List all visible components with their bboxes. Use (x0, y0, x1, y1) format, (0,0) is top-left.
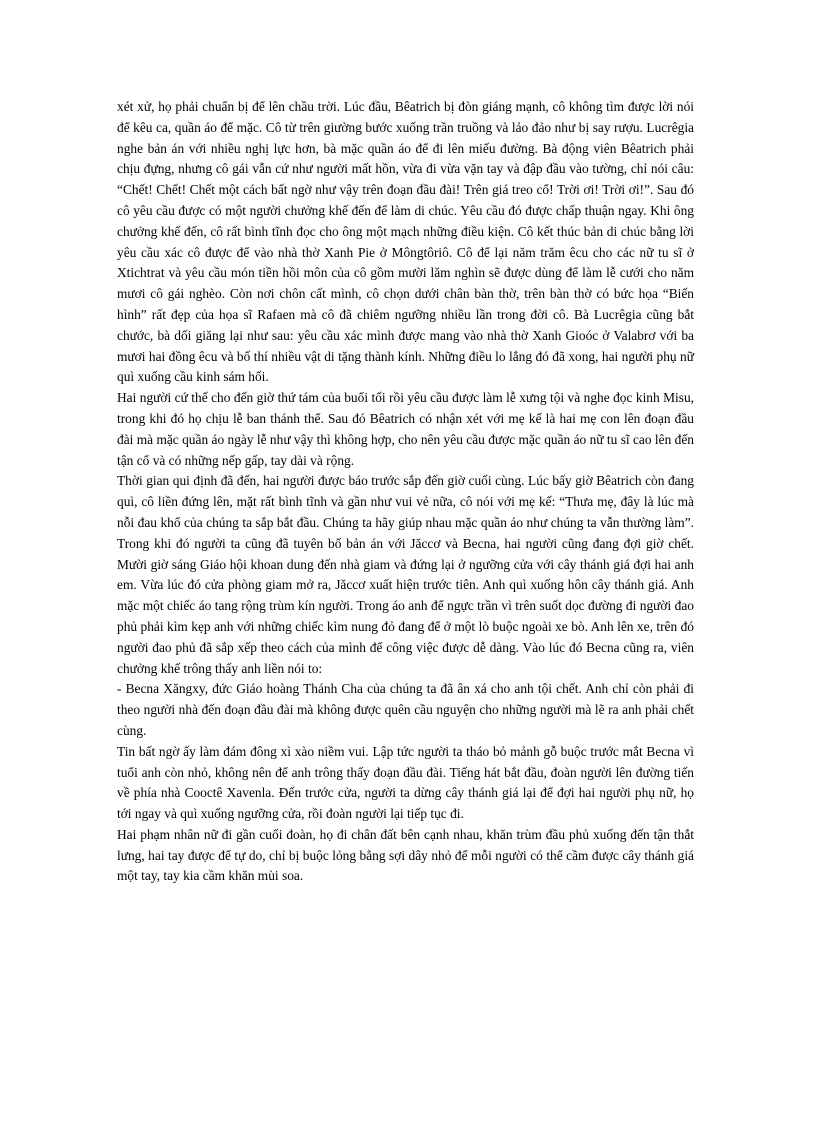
paragraph-sentencing: xét xử, họ phải chuẩn bị để lên chầu trời. Lúc đầu, Bêatrich bị đòn giáng mạnh, cô không tìm được lời nói để kêu ca, quần áo để mặc. Cô từ trên giường bước xuống trần truồng và lảo đảo như bị say rượu. Lucrêgia nghe bản án với nhiều nghị lực hơn, bà mặc quần áo để đi lên miếu đường. Bà động viên Bêatrich phải chịu đựng, nhưng cô gái vẫn cứ như người mất hồn, vừa đi vừa vặn tay và đập đầu vào tường, chỉ nói câu: “Chết! Chết! Chết một cách bất ngờ như vậy trên đoạn đầu đài! Trên giá treo cổ! Trời ơi! Trời ơi!”. Sau đó cô yêu cầu được có một người chưởng khế đến để làm di chúc. Yêu cầu đó được chấp thuận ngay. Khi ông chưởng khế đến, cô rất bình tĩnh đọc cho ông một mạch những điều kiện. Cô kết thúc bản di chúc bằng lời yêu cầu xác cô được để vào nhà thờ Xanh Pie ở Môngtôriô. Cô để lại năm trăm êcu cho các nữ tu sĩ ở Xtichtrat và yêu cầu món tiền hồi môn của cô gồm mười lăm nghìn sẽ được dùng để làm lễ cưới cho năm mươi cô gái nghèo. Còn nơi chôn cất mình, cô chọn dưới chân bàn thờ, trên bàn thờ có bức họa “Biến hình” rất đẹp của họa sĩ Rafaen mà cô đã chiêm ngưỡng nhiều lần trong đời cô. Bà Lucrêgia cũng bắt chước, bà dối giăng lại như sau: yêu cầu xác mình được mang vào nhà thờ Xanh Gioóc ở Valabrơ với ba mươi hai đồng êcu và bố thí nhiều vật di tặng thành kính. Những điều lo lắng đó đã xong, hai người phụ nữ quì xuống cầu kinh sám hối. (117, 99, 694, 385)
paragraph-procession: Tin bất ngờ ấy làm đám đông xì xào niềm vui. Lập tức người ta tháo bỏ mảnh gỗ buộc trước mắt Becna vì tuổi anh còn nhỏ, không nên để anh trông thấy đoạn đầu đài. Tiếng hát bắt đầu, đoàn người lên đường tiến về phía nhà Cooctê Xavenla. Đến trước cửa, người ta dừng cây thánh giá lại để đợi hai người phụ nữ, họ tới ngay và quì xuống ngưỡng cửa, rồi đoàn người lại tiếp tục đi. (117, 743, 694, 822)
document-page (117, 97, 694, 887)
paragraph-pardon-speech: - Becna Xăngxy, đức Giáo hoàng Thánh Cha của chúng ta đã ân xá cho anh tội chết. Anh chỉ còn phải đi theo người nhà đến đoạn đầu đài mà không được quên cầu nguyện cho những người mà lẽ ra anh phải chết cùng. (117, 681, 694, 738)
paragraph-final-hour: Thời gian qui định đã đến, hai người được báo trước sắp đến giờ cuối cùng. Lúc bấy giờ Bêatrich còn đang quì, cô liền đứng lên, mặt rất bình tĩnh và gần như vui vẻ nữa, cô nói với mẹ kế: “Thưa mẹ, đây là lúc mà nỗi đau khổ của chúng ta sắp bắt đầu. Chúng ta hãy giúp nhau mặc quần áo như chúng ta vẫn thường làm”. Trong khi đó người ta cũng đã tuyên bố bản án với Jăccơ và Becna, hai người cũng đang đợi giờ chết. Mười giờ sáng Giáo hội khoan dung đến nhà giam và đứng lại ở ngưỡng cửa với cây thánh giá đợi hai anh em. Vừa lúc đó cửa phòng giam mở ra, Jăccơ xuất hiện trước tiên. Anh quì xuống hôn cây thánh giá. Anh mặc một chiếc áo tang rộng trùm kín người. Trong áo anh để ngực trần vì trên suốt dọc đường đi người đao phủ phải kìm kẹp anh với những chiếc kìm nung đỏ đang để ở một lò buộc ngoài xe bò. Anh lên xe, trên đó người đao phủ đã sắp xếp theo cách của mình để công việc được dễ dàng. Vào lúc đó Becna cũng ra, viên chưởng khế trông thấy anh liền nói to: (117, 473, 694, 676)
paragraph-confession: Hai người cứ thế cho đến giờ thứ tám của buổi tối rồi yêu cầu được làm lễ xưng tội và nghe đọc kinh Misu, trong khi đó họ chịu lễ ban thánh thể. Sau đó Bêatrich có nhận xét với mẹ kế là hai mẹ con lên đoạn đầu đài mà mặc quần áo ngày lễ như vậy thì không hợp, cho nên yêu cầu được mặc quần áo nữ tu sĩ cao lên đến tận cổ và có những nếp gấp, tay dài và rộng. (117, 390, 694, 468)
paragraph-women-prisoners: Hai phạm nhân nữ đi gần cuối đoàn, họ đi chân đất bên cạnh nhau, khăn trùm đầu phủ xuống đến tận thắt lưng, hai tay được để tự do, chỉ bị buộc lỏng bằng sợi dây nhỏ để mỗi người có thể cầm được cây thánh giá một tay, tay kia cầm khăn mùi soa. (117, 826, 694, 884)
